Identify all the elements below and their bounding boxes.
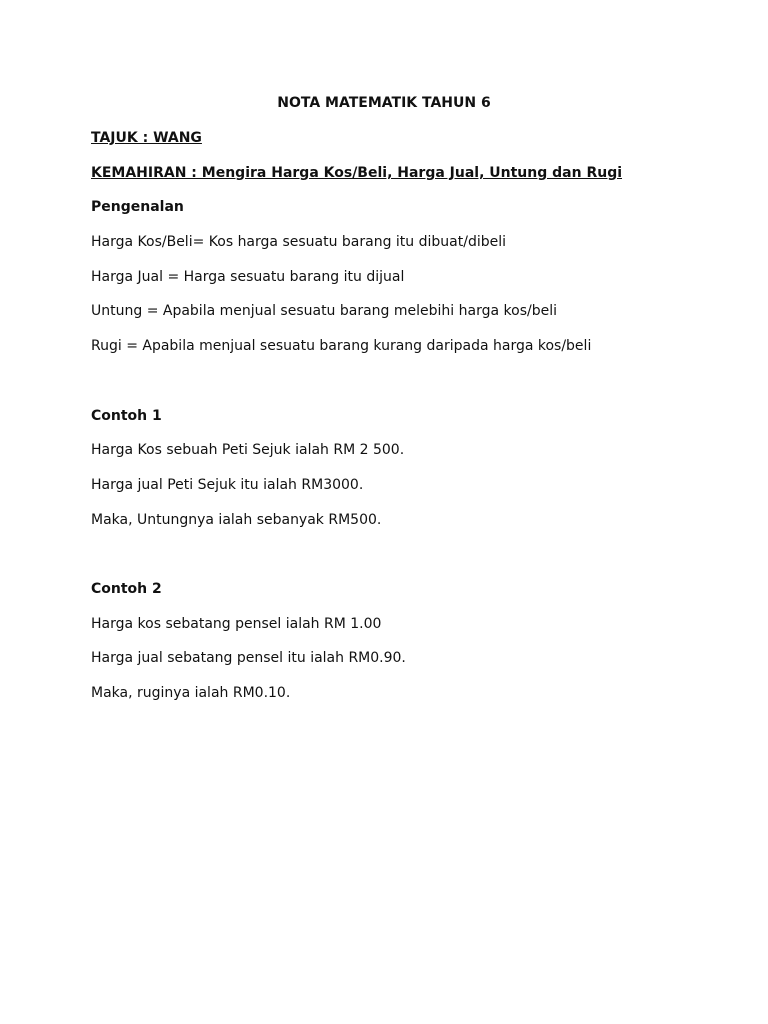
example1-line: Harga Kos sebuah Peti Sejuk ialah RM 2 500. [91,442,405,459]
definition-loss: Rugi = Apabila menjual sesuatu barang kurang daripada harga kos/beli [91,338,592,355]
example2-line: Harga jual sebatang pensel itu ialah RM0.90. [91,650,406,667]
example2-heading: Contoh 2 [91,580,162,597]
definition-profit: Untung = Apabila menjual sesuatu barang melebihi harga kos/beli [91,303,557,320]
document-body [91,129,731,719]
intro-heading: Pengenalan [91,199,184,216]
definition-cost-price: Harga Kos/Beli= Kos harga sesuatu barang itu dibuat/dibeli [91,234,506,251]
definition-selling-price: Harga Jual = Harga sesuatu barang itu dijual [91,268,405,285]
example2-line: Harga kos sebatang pensel ialah RM 1.00 [91,615,382,632]
example1-line: Harga jual Peti Sejuk itu ialah RM3000. [91,476,364,493]
example1-heading: Contoh 1 [91,407,162,424]
example1-line: Maka, Untungnya ialah sebanyak RM500. [91,511,382,528]
skill-heading: KEMAHIRAN : Mengira Harga Kos/Beli, Harga Jual, Untung dan Rugi [91,164,623,181]
section-spacer [91,372,731,407]
section-spacer [91,545,731,580]
example2-line: Maka, ruginya ialah RM0.10. [91,685,291,701]
topic-heading: TAJUK : WANG [91,130,202,146]
document-title: NOTA MATEMATIK TAHUN 6 [277,95,491,111]
